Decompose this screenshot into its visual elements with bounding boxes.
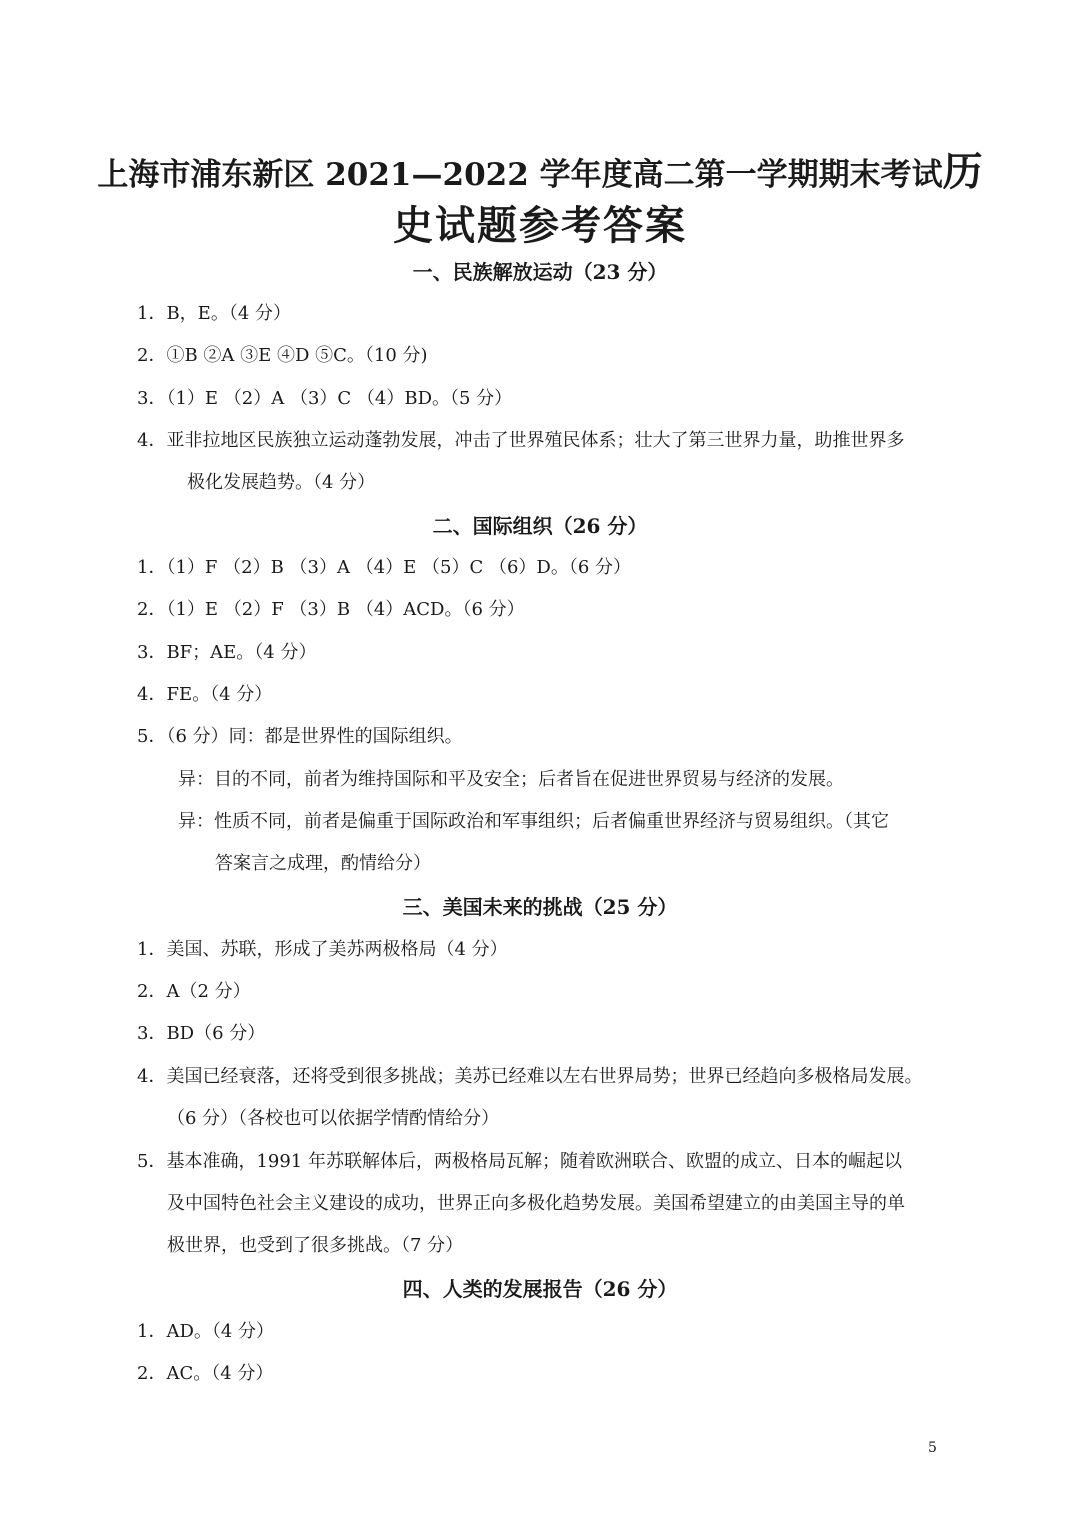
answer-line: 4．FE。（4 分） [137,684,273,705]
answer-line-sub: 异：性质不同，前者是偏重于国际政治和军事组织；后者偏重世界经济与贸易组织。（其它 [178,811,889,832]
section-heading-3: 三、美国未来的挑战（25 分） [402,895,678,919]
answer-line: 5．（6 分）同：都是世界性的国际组织。 [137,726,463,747]
answer-line: 2．AC。（4 分） [137,1363,274,1384]
answer-line: 2．①B ②A ③E ④D ⑤C。（10 分) [137,345,428,366]
answer-line: 3．BF；AE。（4 分） [137,642,317,663]
answer-line-continuation: （6 分）（各校也可以依据学情酌情给分） [167,1108,500,1129]
answer-line-sub: 异：目的不同，前者为维持国际和平及安全；后者旨在促进世界贸易与经济的发展。 [178,769,844,790]
answer-line: 3．（1）E （2）A （3）C （4）BD。（5 分） [137,388,513,409]
answer-line: 2．A（2 分） [137,981,251,1002]
answer-line-continuation: 极化发展趋势。（4 分） [187,472,376,493]
title-tail-char: 历 [942,148,983,195]
section-heading-2: 二、国际组织（26 分） [432,514,648,538]
page-number: 5 [928,1440,937,1456]
answer-line: 5．基本准确，1991 年苏联解体后，两极格局瓦解；随着欧洲联合、欧盟的成立、日本的崛起以 [137,1151,902,1172]
answer-line-continuation: 极世界，也受到了很多挑战。（7 分） [167,1235,464,1256]
answer-line: 2．（1）E （2）F （3）B （4）ACD。（6 分） [137,599,525,620]
document-title-line-2: 史试题参考答案 [393,202,687,249]
answer-line: 3．BD（6 分） [137,1023,266,1044]
answer-line: 1．B，E。（4 分） [137,303,291,324]
answer-line-continuation: 答案言之成理，酌情给分） [215,853,431,874]
document-title-line-1 [0,140,1080,197]
answer-line: 1．（1）F （2）B （3）A （4）E （5）C （6）D。（6 分） [137,557,632,578]
section-heading-4: 四、人类的发展报告（26 分） [402,1277,678,1301]
answer-line: 4．美国已经衰落，还将受到很多挑战；美苏已经难以左右世界局势；世界已经趋向多极格局发展。 [137,1066,923,1087]
answer-line: 4．亚非拉地区民族独立运动蓬勃发展，冲击了世界殖民体系；壮大了第三世界力量，助推世界多 [137,430,905,451]
answer-line: 1．美国、苏联，形成了美苏两极格局（4 分） [137,939,508,960]
answer-line-continuation: 及中国特色社会主义建设的成功，世界正向多极化趋势发展。美国希望建立的由美国主导的单 [167,1193,905,1214]
title-main-text: 上海市浦东新区 2021—2022 学年度高二第一学期期末考试 [97,157,943,193]
section-heading-1: 一、民族解放运动（23 分） [412,260,668,284]
answer-line: 1．AD。（4 分） [137,1321,275,1342]
